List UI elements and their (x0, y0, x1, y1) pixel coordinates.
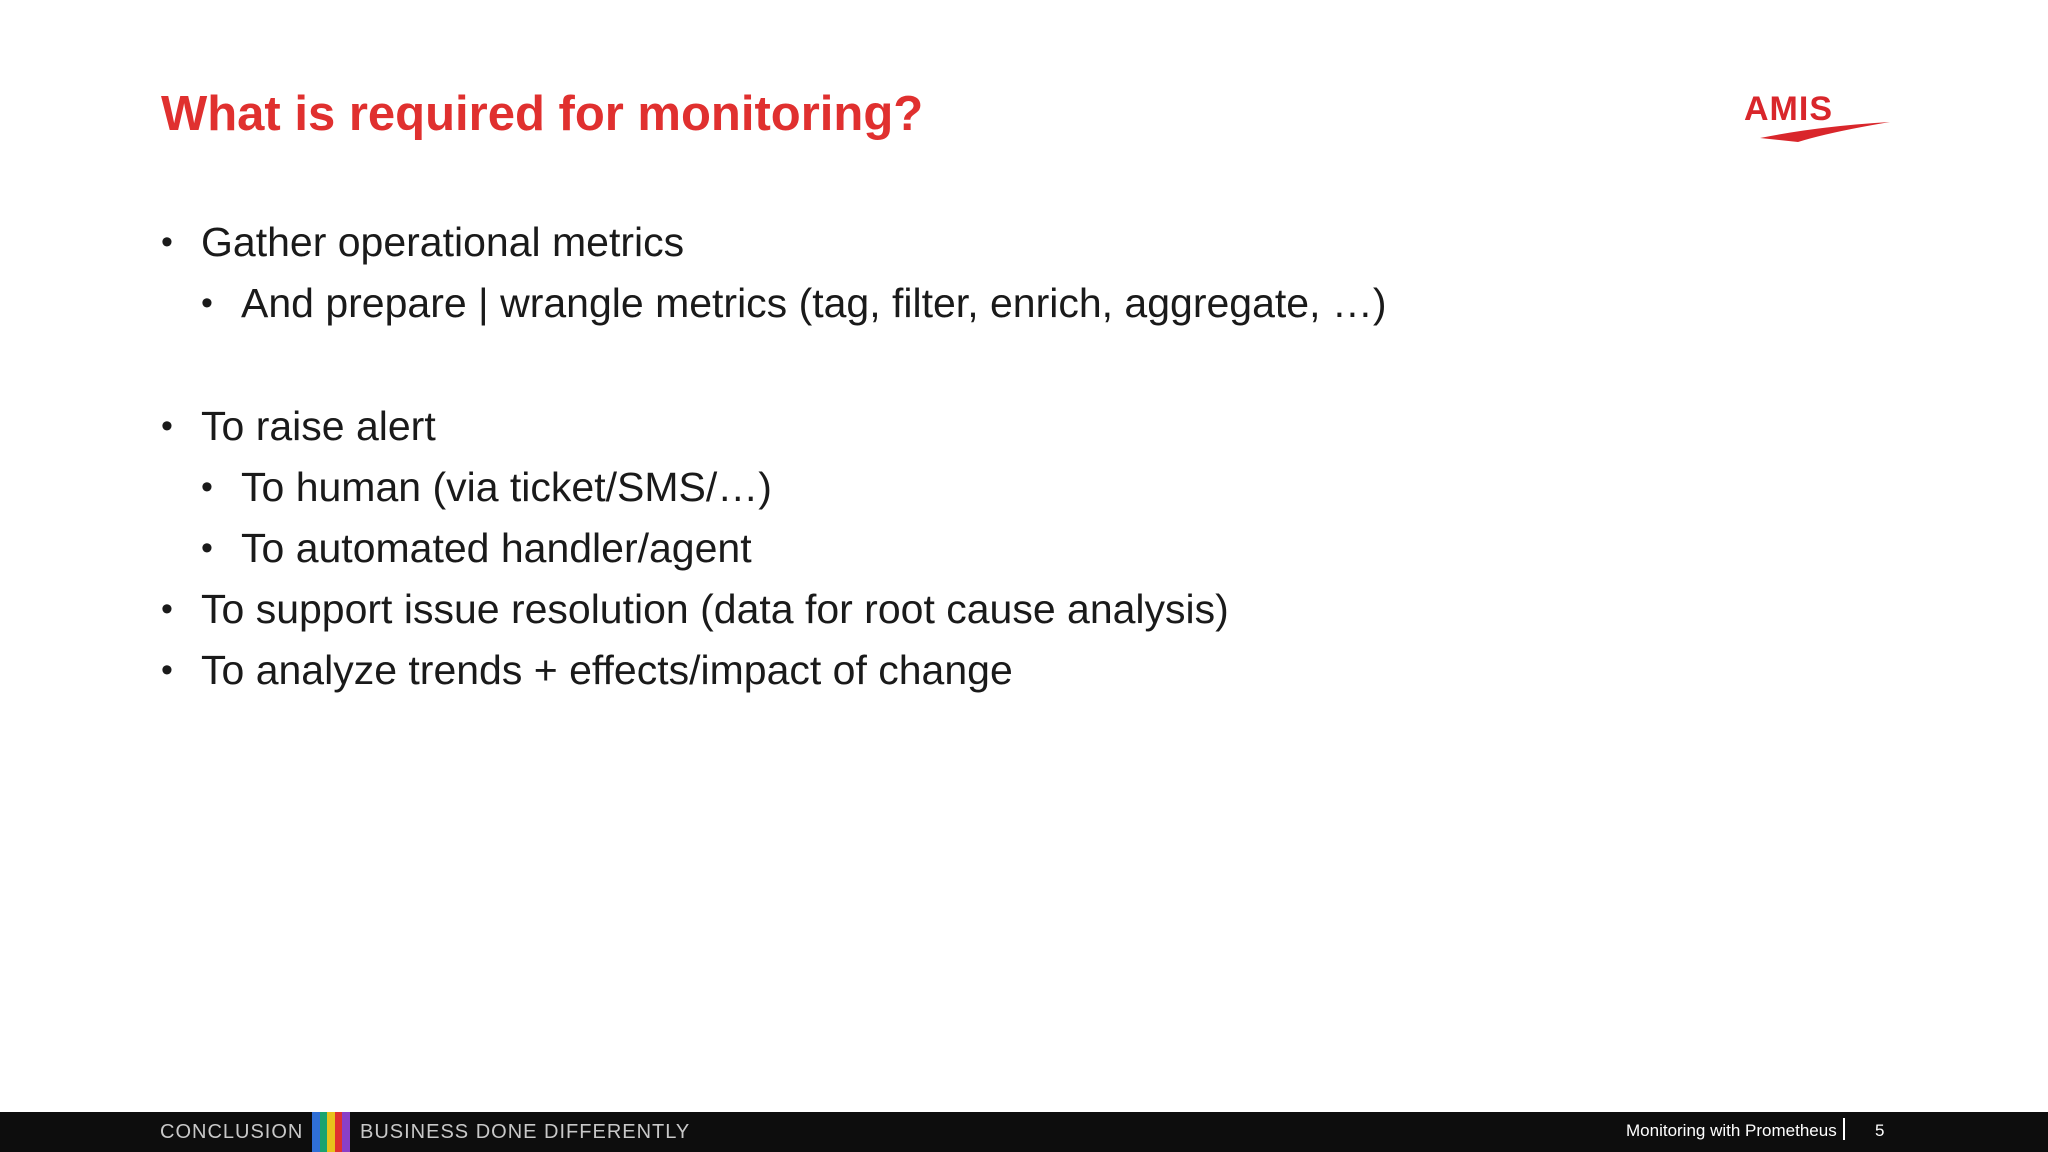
bullet-text: And prepare | wrangle metrics (tag, filter, enrich, aggregate, …) (241, 280, 1387, 326)
bullet-text: To raise alert (201, 403, 436, 449)
page-number: 5 (1875, 1121, 1885, 1140)
bullet-marker: • (161, 651, 173, 689)
bullet-marker: • (161, 223, 173, 261)
bullet-text: To automated handler/agent (241, 525, 752, 571)
bullet-text: Gather operational metrics (201, 219, 685, 265)
bullet-text: To human (via ticket/SMS/…) (241, 464, 772, 510)
footer-tagline-right: BUSINESS DONE DIFFERENTLY (360, 1121, 691, 1143)
footer-separator (1843, 1118, 1845, 1140)
stripe (335, 1112, 343, 1152)
amis-logo (1740, 86, 1895, 146)
footer-color-stripes (312, 1112, 350, 1152)
stripe (342, 1112, 350, 1152)
stripe (327, 1112, 335, 1152)
stripe (320, 1112, 328, 1152)
svg-text:AMIS: AMIS (1744, 90, 1833, 128)
bullet-marker: • (161, 590, 173, 628)
bullet-text: To support issue resolution (data for root cause analysis) (201, 586, 1229, 632)
slide-title: What is required for monitoring? (161, 87, 924, 141)
footer-deck-title: Monitoring with Prometheus (1626, 1121, 1837, 1140)
bullet-marker: • (161, 407, 173, 445)
footer-tagline-left: CONCLUSION (160, 1121, 304, 1143)
bullet-marker: • (201, 529, 213, 567)
stripe (312, 1112, 320, 1152)
bullet-text: To analyze trends + effects/impact of change (201, 647, 1013, 693)
bullet-marker: • (201, 284, 213, 322)
bullet-marker: • (201, 468, 213, 506)
